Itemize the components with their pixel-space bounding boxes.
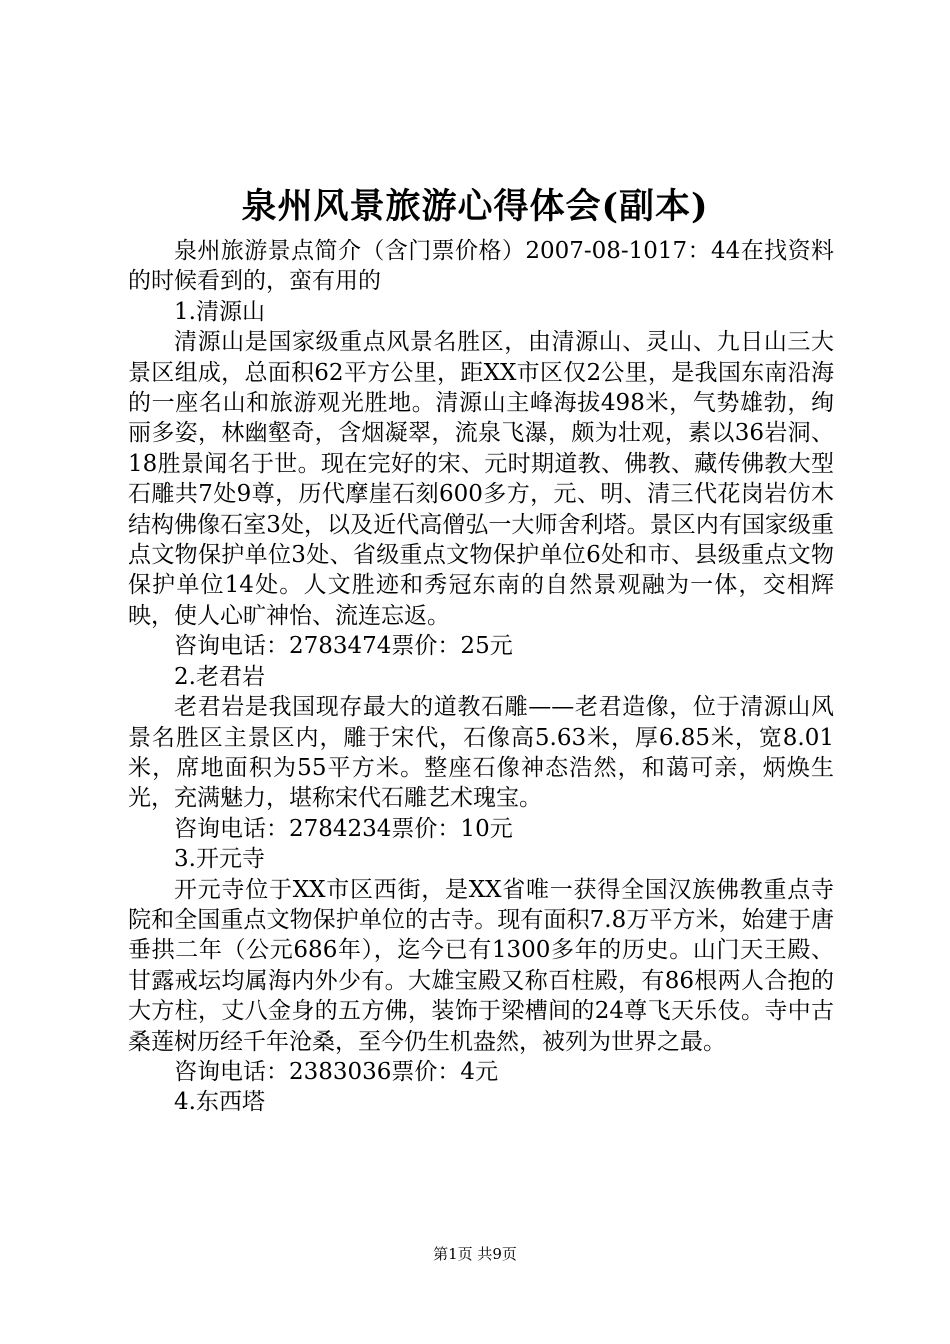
body-paragraph-kaiyuan: 开元寺位于XX市区西街，是XX省唯一获得全国汉族佛教重点寺院和全国重点文物保护单位的古寺。现有面积7.8万平方米，始建于唐垂拱二年（公元686年），迄今已有1300多年的历史。山门天王殿、甘露戒坛均属海内外少有。大雄宝殿又称百柱殿，有86根两人合抱的大方柱，丈八金身的五方佛，装饰于梁槽间的24尊飞天乐伎。寺中古桑莲树历经千年沧桑，至今仍生机盎然，被列为世界之最。	[128, 876, 834, 1055]
page-number-footer: 第1页 共9页	[433, 1245, 517, 1263]
contact-line-qingyuan: 咨询电话：2783474票价：25元	[174, 633, 513, 660]
section-heading-qingyuan: 1.清源山	[174, 298, 265, 325]
contact-line-kaiyuan: 咨询电话：2383036票价：4元	[174, 1058, 499, 1085]
body-paragraph-laojun: 老君岩是我国现存最大的道教石雕——老君造像，位于清源山风景名胜区主景区内，雕于宋代，石像高5.63米，厚6.85米，宽8.01米，席地面积为55平方米。整座石像神态浩然，和蔼可亲，炳焕生光，充满魅力，堪称宋代石雕艺术瑰宝。	[128, 694, 834, 812]
section-heading-laojun: 2.老君岩	[174, 663, 265, 690]
intro-paragraph: 泉州旅游景点简介（含门票价格）2007-08-1017：44在找资料的时候看到的，蛮有用的	[128, 238, 834, 295]
document-body	[128, 236, 834, 1118]
body-paragraph-qingyuan: 清源山是国家级重点风景名胜区，由清源山、灵山、九日山三大景区组成，总面积62平方公里，距XX市区仅2公里，是我国东南沿海的一座名山和旅游观光胜地。清源山主峰海拔498米，气势雄勃，绚丽多姿，林幽壑奇，含烟凝翠，流泉飞瀑，颇为壮观，素以36岩洞、18胜景闻名于世。现在完好的宋、元时期道教、佛教、藏传佛教大型石雕共7处9尊，历代摩崖石刻600多方，元、明、清三代花岗岩仿木结构佛像石室3处，以及近代高僧弘一大师舍利塔。景区内有国家级重点文物保护单位3处、省级重点文物保护单位6处和市、县级重点文物保护单位14处。人文胜迹和秀冠东南的自然景观融为一体，交相辉映，使人心旷神怡、流连忘返。	[128, 329, 834, 629]
contact-line-laojun: 咨询电话：2784234票价：10元	[174, 815, 513, 842]
document-title: 泉州风景旅游心得体会(副本)	[241, 186, 709, 227]
section-heading-kaiyuan: 3.开元寺	[174, 846, 265, 873]
section-heading-dongxita: 4.东西塔	[174, 1089, 265, 1116]
